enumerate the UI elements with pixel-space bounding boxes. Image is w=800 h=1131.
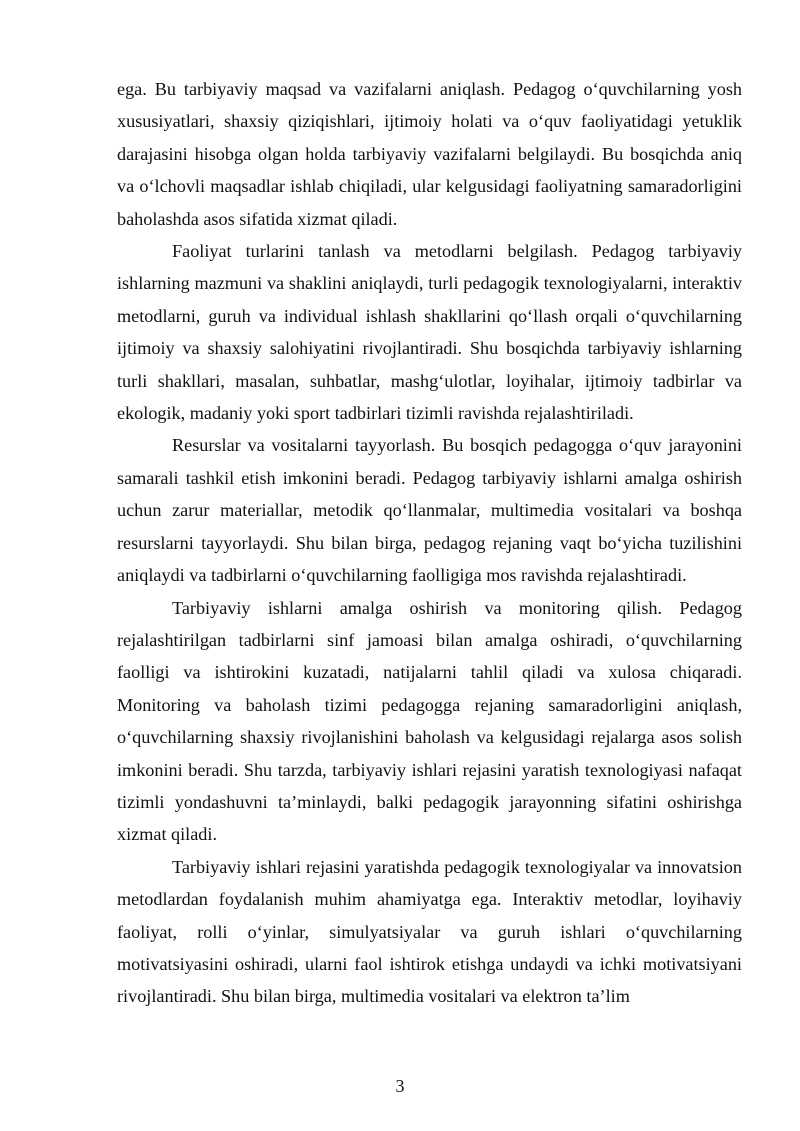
paragraph-resources: Resurslar va vositalarni tayyorlash. Bu bosqich pedagogga o‘quv jarayonini samarali tashkil etish imkonini beradi. Pedagog tarbiyaviy ishlarni amalga oshirish uchun zarur materiallar, metodik qo‘llanmalar, multimedia vositalari va boshqa resurslarni tayyorlaydi. Shu bilan birga, pedagog rejaning vaqt bo‘yicha tuzilishini aniqlaydi va tadbirlarni o‘quvchilarning faolligiga mos ravishda rejalashtiradi. [117, 435, 742, 586]
paragraph-continuation: ega. Bu tarbiyaviy maqsad va vazifalarni aniqlash. Pedagog o‘quvchilarning yosh xususiyatlari, shaxsiy qiziqishlari, ijtimoiy holati va o‘quv faoliyatidagi yetuklik darajasini hisobga olgan holda tarbiyaviy vazifalarni belgilaydi. Bu bosqichda aniq va o‘lchovli maqsadlar ishlab chiqiladi, ular kelgusidagi faoliyatning samaradorligini baholashda asos sifatida xizmat qiladi. [117, 79, 742, 229]
paragraph-technologies: Tarbiyaviy ishlari rejasini yaratishda pedagogik texnologiyalar va innovatsion metodlardan foydalanish muhim ahamiyatga ega. Interaktiv metodlar, loyihaviy faoliyat, rolli o‘yinlar, simulyatsiyalar va guruh ishlari o‘quvchilarning motivatsiyasini oshiradi, ularni faol ishtirok etishga undaydi va ichki motivatsiyani rivojlantiradi. Shu bilan birga, multimedia vositalari va elektron ta’lim [117, 856, 742, 1007]
document-body [117, 73, 742, 1013]
paragraph-activity-selection: Faoliyat turlarini tanlash va metodlarni belgilash. Pedagog tarbiyaviy ishlarning mazmuni va shaklini aniqlaydi, turli pedagogik texnologiyalarni, interaktiv metodlarni, guruh va individual ishlash shakllarini qo‘llash orqali o‘quvchilarning ijtimoiy va shaxsiy salohiyatini rivojlantiradi. Shu bosqichda tarbiyaviy ishlarning turli shakllari, masalan, suhbatlar, mashg‘ulotlar, loyihalar, ijtimoiy tadbirlar va ekologik, madaniy yoki sport tadbirlari tizimli ravishda rejalashtiriladi. [117, 241, 742, 424]
page-number: 3 [395, 1076, 405, 1096]
paragraph-monitoring: Tarbiyaviy ishlarni amalga oshirish va monitoring qilish. Pedagog rejalashtirilgan tadbirlarni sinf jamoasi bilan amalga oshiradi, o‘quvchilarning faolligi va ishtirokini kuzatadi, natijalarni tahlil qiladi va xulosa chiqaradi. Monitoring va baholash tizimi pedagogga rejaning samaradorligini aniqlash, o‘quvchilarning shaxsiy rivojlanishini baholash va kelgusidagi rejalarga asos solish imkonini beradi. Shu tarzda, tarbiyaviy ishlari rejasini yaratish texnologiyasi nafaqat tizimli yondashuvni ta’minlaydi, balki pedagogik jarayonning sifatini oshirishga xizmat qiladi. [117, 597, 742, 845]
